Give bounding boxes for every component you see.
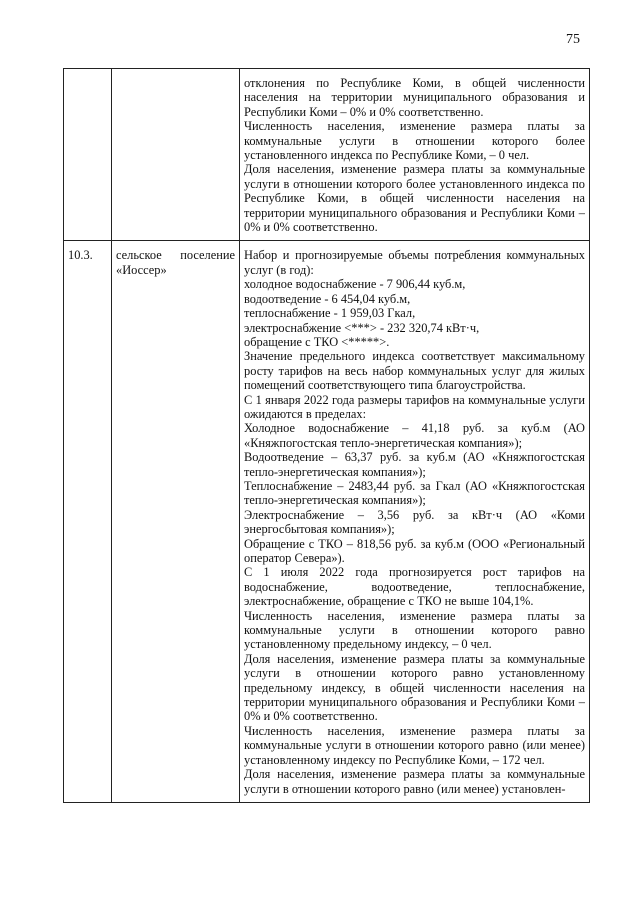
paragraph: С 1 июля 2022 года прогнозируется рост тарифов на водоснабжение, водоотведение, теплоснабжение, электроснабжение, обращение с ТКО не выше 104,1%. bbox=[244, 565, 585, 609]
paragraph: Доля населения, изменение размера платы за коммунальные услуги в отношении которого равно (или менее) установлен- bbox=[244, 767, 585, 796]
paragraph: Водоотведение – 63,37 руб. за куб.м (АО «Княжпогостская тепло-энергетическая компания»); bbox=[244, 450, 585, 479]
description-cell bbox=[240, 69, 590, 241]
settlement-name-cell: сельское поселение «Иоссер» bbox=[112, 241, 240, 802]
paragraph: Набор и прогнозируемые объемы потребления коммунальных услуг (в год): bbox=[244, 248, 585, 277]
paragraph: Доля населения, изменение размера платы за коммунальные услуги в отношении которого более установленного индекса по Республике Коми, в общей численности населения на территории муниципального образования и Республики Коми – 0% и 0% соответственно. bbox=[244, 162, 585, 235]
tariff-table bbox=[63, 68, 590, 803]
paragraph: Численность населения, изменение размера платы за коммунальные услуги в отношении которого равно (или менее) установленному индексу по Республике Коми, – 172 чел. bbox=[244, 723, 585, 767]
table-row bbox=[64, 241, 590, 802]
paragraph: Теплоснабжение – 2483,44 руб. за Гкал (АО «Княжпогостская тепло-энергетическая компания»); bbox=[244, 478, 585, 508]
row-number-cell: 10.3. bbox=[64, 241, 112, 802]
row-number-cell bbox=[64, 69, 112, 241]
paragraph: Значение предельного индекса соответствует максимальному росту тарифов на весь набор коммунальных услуг для жилых помещений соответствующего типа благоустройства. bbox=[244, 349, 585, 393]
tariff-table-body bbox=[64, 69, 590, 803]
paragraph: отклонения по Республике Коми, в общей численности населения на территории муниципального образования и Республики Коми – 0% и 0% соответственно. bbox=[244, 76, 585, 119]
paragraph: Обращение с ТКО – 818,56 руб. за куб.м (ООО «Региональный оператор Севера»). bbox=[244, 536, 585, 565]
settlement-name-cell bbox=[112, 69, 240, 241]
page-number: 75 bbox=[566, 32, 580, 47]
paragraph: Электроснабжение – 3,56 руб. за кВт·ч (АО «Коми энергосбытовая компания»); bbox=[244, 507, 585, 537]
paragraph: электроснабжение <***> - 232 320,74 кВт·ч, bbox=[244, 320, 480, 335]
paragraph: Численность населения, изменение размера платы за коммунальные услуги в отношении которого более установленного индекса по Республике Коми, – 0 чел. bbox=[244, 119, 585, 163]
paragraph: Доля населения, изменение размера платы за коммунальные услуги в отношении которого равно установленному предельному индексу, в общей численности населения на территории муниципального образования и Республики Коми – 0% и 0% соответственно. bbox=[244, 651, 585, 724]
paragraph: Холодное водоснабжение – 41,18 руб. за куб.м (АО «Княжпогостская тепло-энергетическая компания»); bbox=[244, 421, 585, 450]
description-cell bbox=[240, 241, 590, 802]
paragraph: водоотведение - 6 454,04 куб.м, bbox=[244, 291, 411, 306]
paragraph: теплоснабжение - 1 959,03 Гкал, bbox=[244, 306, 416, 321]
paragraph: холодное водоснабжение - 7 906,44 куб.м, bbox=[244, 277, 466, 292]
table-row bbox=[64, 69, 590, 241]
paragraph: обращение с ТКО <*****>. bbox=[244, 334, 390, 349]
paragraph: С 1 января 2022 года размеры тарифов на коммунальные услуги ожидаются в пределах: bbox=[244, 392, 585, 421]
paragraph: Численность населения, изменение размера платы за коммунальные услуги в отношении которого равно установленному предельному индексу, – 0 чел. bbox=[244, 608, 585, 652]
